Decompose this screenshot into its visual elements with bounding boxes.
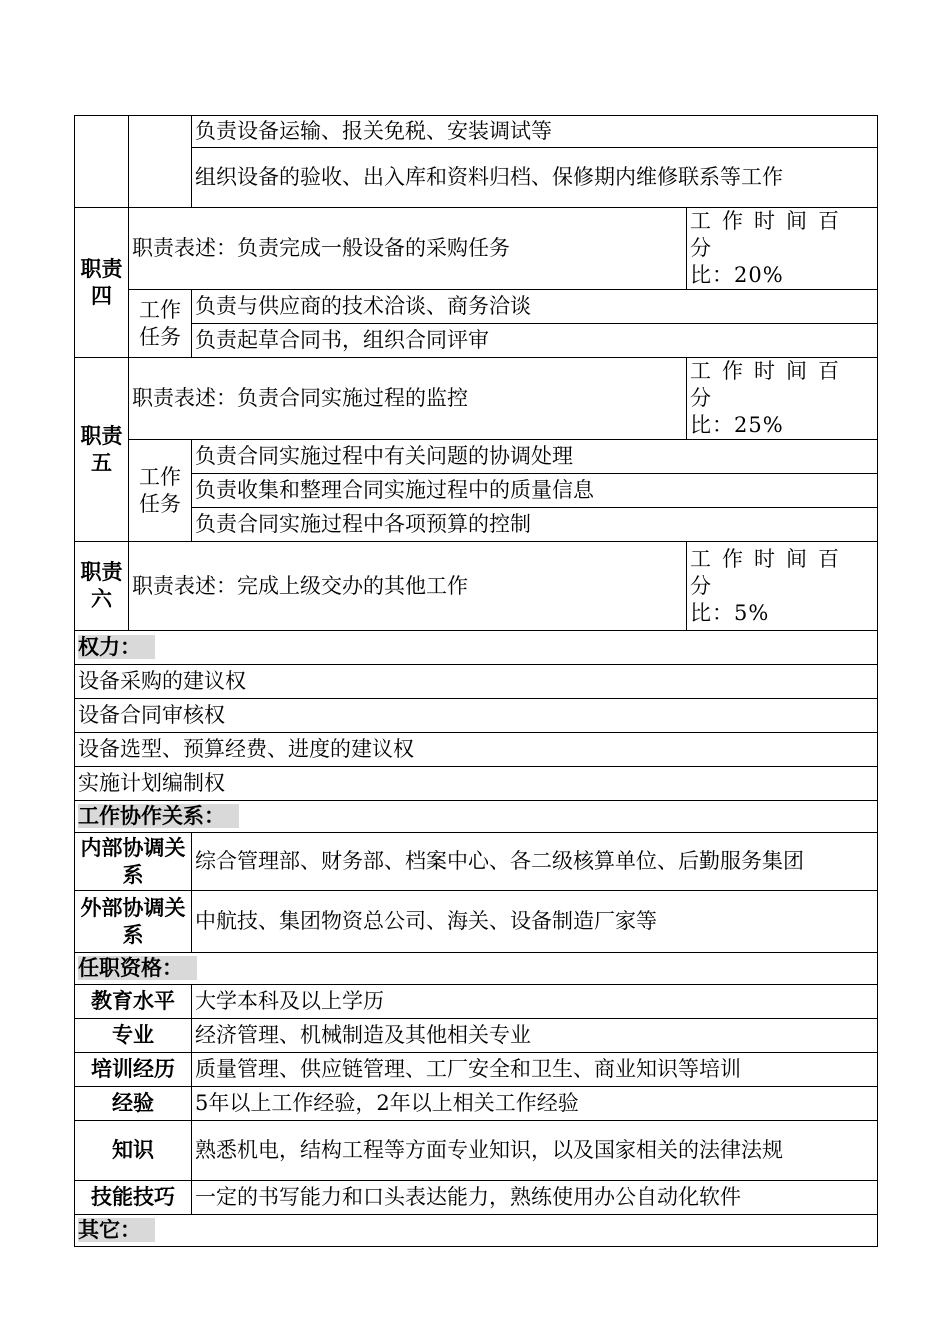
qual-value-major: 经济管理、机械制造及其他相关专业: [192, 1019, 878, 1053]
qual-value-training: 质量管理、供应链管理、工厂安全和卫生、商业知识等培训: [192, 1053, 878, 1087]
authority-title: 权力：: [78, 635, 155, 659]
duty5-task-label: 工作任务: [129, 440, 192, 542]
qualifications-heading: [75, 953, 878, 985]
authority-item-3: 设备选型、预算经费、进度的建议权: [75, 733, 878, 767]
duty4-label: 职责四: [75, 208, 129, 358]
job-description-table: [74, 115, 878, 1247]
duty4-time-percent: [687, 208, 878, 290]
duty6-pct-word: 工作时间百分: [690, 546, 850, 598]
qual-label-training: 培训经历: [75, 1053, 192, 1087]
external-relations-label: 外部协调关系: [75, 891, 192, 953]
qualifications-title: 任职资格：: [78, 956, 197, 980]
qual-label-experience: 经验: [75, 1087, 192, 1121]
duty5-pct-value: 比：25%: [690, 413, 784, 437]
qual-label-major: 专业: [75, 1019, 192, 1053]
qual-value-knowledge: 熟悉机电，结构工程等方面专业知识，以及国家相关的法律法规: [192, 1121, 878, 1181]
duty4-task-label: 工作任务: [129, 290, 192, 358]
other-heading: [75, 1215, 878, 1247]
authority-item-1: 设备采购的建议权: [75, 665, 878, 699]
relations-title: 工作协作关系：: [78, 804, 239, 828]
qual-value-skills: 一定的书写能力和口头表达能力，熟练使用办公自动化软件: [192, 1181, 878, 1215]
internal-relations-label: 内部协调关系: [75, 833, 192, 891]
external-relations-value: 中航技、集团物资总公司、海关、设备制造厂家等: [192, 891, 878, 953]
other-title: 其它：: [78, 1218, 155, 1242]
authority-heading: [75, 631, 878, 665]
relations-heading: [75, 801, 878, 833]
qual-label-education: 教育水平: [75, 985, 192, 1019]
duty5-task-1: 负责合同实施过程中有关问题的协调处理: [192, 440, 878, 474]
duty4-pct-word: 工作时间百分: [690, 209, 850, 260]
carryover-task-1: 负责设备运输、报关免税、安装调试等: [192, 116, 878, 148]
duty5-statement: 职责表述：负责合同实施过程的监控: [129, 358, 687, 440]
duty5-task-2: 负责收集和整理合同实施过程中的质量信息: [192, 474, 878, 508]
duty4-statement: 职责表述：负责完成一般设备的采购任务: [129, 208, 687, 290]
authority-item-2: 设备合同审核权: [75, 699, 878, 733]
duty5-label: 职责五: [75, 358, 129, 542]
qual-value-experience: 5年以上工作经验，2年以上相关工作经验: [192, 1087, 878, 1121]
duty5-time-percent: [687, 358, 878, 440]
duty5-task-3: 负责合同实施过程中各项预算的控制: [192, 508, 878, 542]
qual-label-knowledge: 知识: [75, 1121, 192, 1181]
duty4-task-1: 负责与供应商的技术洽谈、商务洽谈: [192, 290, 878, 324]
duty6-label: 职责六: [75, 542, 129, 631]
duty6-time-percent: [687, 542, 878, 631]
carryover-task-2: 组织设备的验收、出入库和资料归档、保修期内维修联系等工作: [192, 148, 878, 208]
authority-item-4: 实施计划编制权: [75, 767, 878, 801]
duty6-statement: 职责表述：完成上级交办的其他工作: [129, 542, 687, 631]
duty4-pct-value: 比：20%: [690, 263, 784, 287]
duty4-task-2: 负责起草合同书，组织合同评审: [192, 324, 878, 358]
qual-label-skills: 技能技巧: [75, 1181, 192, 1215]
internal-relations-value: 综合管理部、财务部、档案中心、各二级核算单位、后勤服务集团: [192, 833, 878, 891]
carryover-task-label: [129, 116, 192, 208]
qual-value-education: 大学本科及以上学历: [192, 985, 878, 1019]
duty5-pct-word: 工作时间百分: [690, 359, 850, 410]
duty6-pct-value: 比：5%: [690, 600, 770, 625]
carryover-duty-label: [75, 116, 129, 208]
